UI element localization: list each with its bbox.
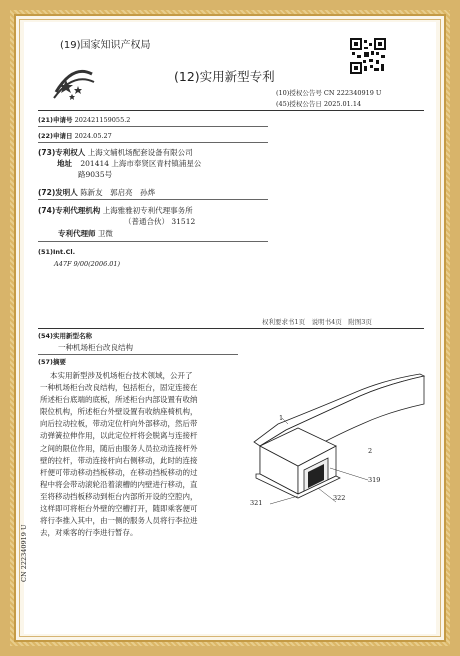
title-label-row xyxy=(38,332,92,341)
title-label: (54)实用新型名称 xyxy=(38,332,92,340)
abstract-line: 去，对乘客的行李进行暂存。 xyxy=(40,528,138,538)
rule-agency xyxy=(38,241,268,242)
cnipa-emblem-icon xyxy=(48,56,98,106)
office-name: (19)国家知识产权局 xyxy=(60,40,151,51)
address-line2: 路9035号 xyxy=(78,170,113,179)
invention-title: 一种机场柜台改良结构 xyxy=(58,343,133,352)
fig-label-321: 321 xyxy=(250,499,263,507)
counter-figure-drawing xyxy=(238,364,430,514)
patent-page xyxy=(20,22,436,634)
app-date-row xyxy=(38,132,112,141)
app-date-value: 2024.05.27 xyxy=(74,132,112,140)
pub-date-value: 2025.01.14 xyxy=(323,100,362,108)
abstract-line: 程中将会带动滚轮沿着滚槽的内壁进行移动，直 xyxy=(40,479,198,489)
abstract-label-row xyxy=(38,358,66,367)
side-pub-code: CN 222340919 U xyxy=(20,524,28,582)
owner-row xyxy=(38,148,193,158)
rule-app-no xyxy=(38,126,268,127)
abstract-body xyxy=(40,370,240,539)
doc-type: (12)实用新型专利 xyxy=(174,69,275,84)
abstract-label: (57)摘要 xyxy=(38,358,66,366)
abstract-line: 杆便可带动移动挡板移动，在移动挡板移动的过 xyxy=(40,467,198,477)
app-no-value: 202421159055.2 xyxy=(74,116,131,124)
app-no-row xyxy=(38,116,130,125)
address-line1: 201414 上海市奉贤区青村镇浦星公 xyxy=(80,159,202,168)
pub-date-label: (45)授权公告日 xyxy=(276,100,322,108)
app-date-label: (22)申请日 xyxy=(38,132,73,140)
ipc-value: A47F 9/00(2006.01) xyxy=(54,260,121,268)
rule-title xyxy=(38,354,238,355)
fig-label-1: 1 xyxy=(279,414,284,422)
fig-label-2: 2 xyxy=(368,447,373,455)
inventor-row xyxy=(38,188,155,198)
abstract-line: 向后拉动拉板，带动定位杆向外部移动，然后带 xyxy=(40,419,198,429)
abstract-line: 这样即可将柜台外壁的空槽打开，随即乘客便可 xyxy=(40,504,198,514)
abstract-line: 限位机构，所述柜台外壁设置有收纳座椅机构， xyxy=(40,407,198,417)
abstract-line: 至将移动挡板移动到柜台内部所开设的空腔内， xyxy=(40,491,198,501)
abstract-line: 本实用新型涉及机场柜台技术领域，公开了 xyxy=(50,371,193,380)
inventor-value: 陈新友 郭启亮 孙烨 xyxy=(80,188,156,197)
agency-line2: （普通合伙） 31512 xyxy=(124,217,196,226)
fig-label-322: 322 xyxy=(333,494,346,502)
address-row xyxy=(38,159,201,169)
abstract-line: 所述柜台底端的底板，所述柜台内部设置有收纳 xyxy=(40,395,198,405)
abstract-line: 动弹簧拉伸作用，以此定位杆将会脱离与连接杆 xyxy=(40,431,198,441)
abstract-line: 一种机场柜台改良结构，包括柜台，固定连接在 xyxy=(40,383,198,393)
agent-label: 专利代理师 xyxy=(58,229,96,238)
address-label: 地址 xyxy=(57,159,72,168)
inventor-label: (72)发明人 xyxy=(38,188,78,197)
pub-date-row xyxy=(276,100,361,109)
agent-value: 卫微 xyxy=(97,229,113,238)
rule-app-date xyxy=(38,142,268,143)
abstract-line: 壁的拉杆，带动连接杆向右侧移动，此时的连接 xyxy=(40,455,198,465)
pages-note: 权利要求书1页 说明书4页 附图3页 xyxy=(262,318,372,326)
app-no-label: (21)申请号 xyxy=(38,116,73,124)
agent-row xyxy=(58,229,113,239)
pub-no-row xyxy=(276,89,381,98)
abstract-line: 之间的限位作用，随后由服务人员拉动连接杆外 xyxy=(40,443,198,453)
rule-inventor xyxy=(38,199,268,200)
header-rule xyxy=(38,110,424,111)
ipc-label-row xyxy=(38,248,75,257)
mid-rule xyxy=(38,328,424,329)
abstract-line: 将行李推入其中，由一侧的服务人员将行李拉进 xyxy=(40,516,198,526)
fig-label-319: 319 xyxy=(368,476,381,484)
owner-label: (73)专利权人 xyxy=(38,148,86,157)
agency-row xyxy=(38,206,193,216)
agency-label: (74)专利代理机构 xyxy=(38,206,101,215)
agency-line1: 上海雅雅初专利代理事务所 xyxy=(102,206,193,215)
ipc-label: (51)Int.Cl. xyxy=(38,248,76,256)
pub-no-label: (10)授权公告号 xyxy=(276,89,322,97)
pub-no-value: CN 222340919 U xyxy=(323,89,382,97)
owner-value: 上海文辅机场配套设备有限公司 xyxy=(87,148,193,157)
qr-code-icon xyxy=(350,38,386,74)
